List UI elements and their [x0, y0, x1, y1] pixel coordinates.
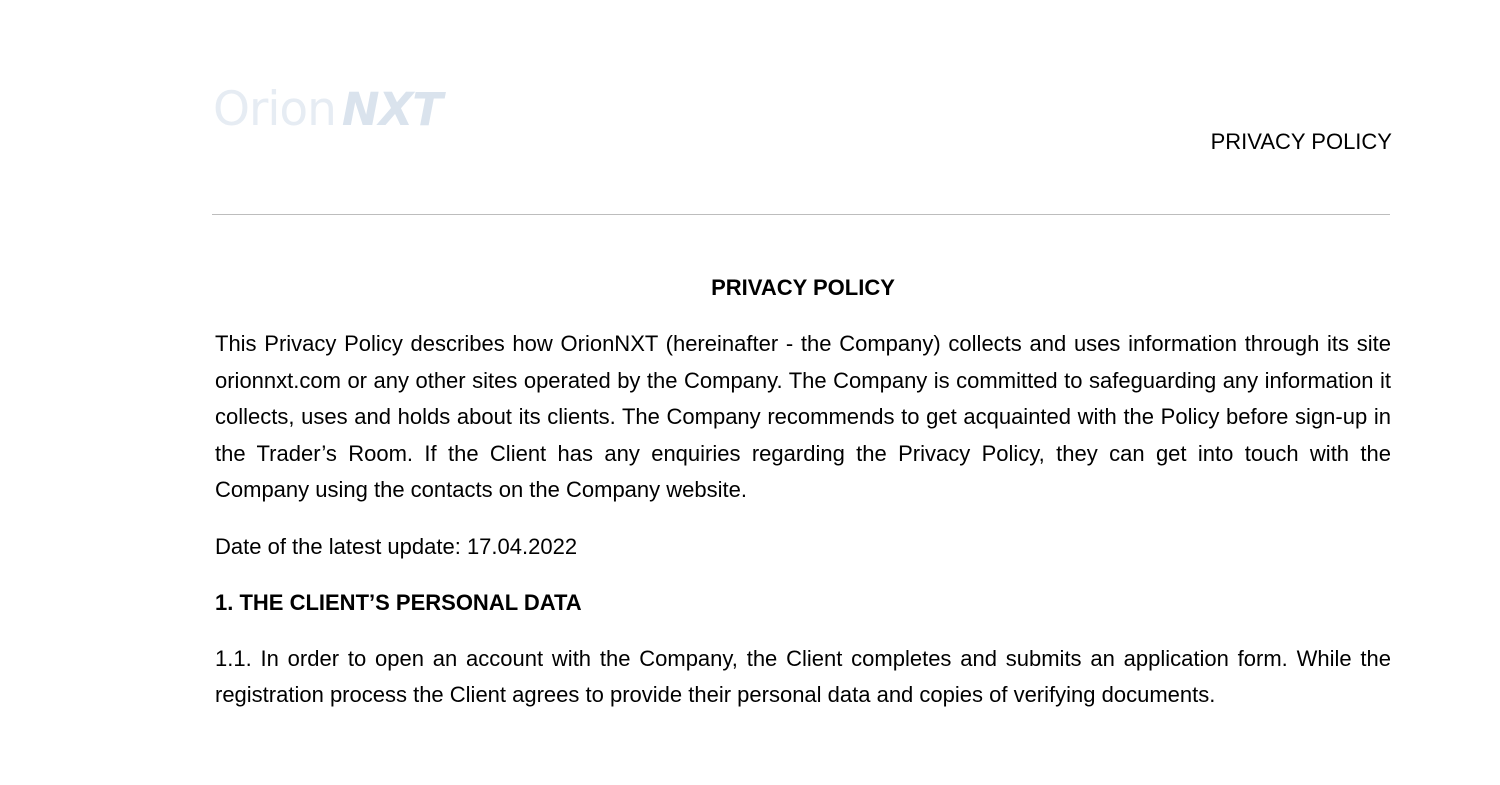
- document-title: PRIVACY POLICY: [711, 275, 895, 300]
- logo-text-nxt: NXT: [341, 83, 442, 136]
- intro-paragraph: This Privacy Policy describes how OrionNXT (hereinafter - the Company) collects and uses information through its site orionnxt.com or any other sites operated by the Company. The Company is committed to safeguarding any information it collects, uses and holds about its clients. The Company recommends to get acquainted with the Policy before sign-up in the Trader’s Room. If the Client has any enquiries regarding the Privacy Policy, they can get into touch with the Company using the contacts on the Company website.: [215, 331, 1391, 502]
- last-update-date: Date of the latest update: 17.04.2022: [215, 533, 578, 559]
- company-logo: [213, 80, 442, 136]
- header-divider: [212, 214, 1390, 215]
- document-body: [215, 270, 1391, 734]
- section-paragraph: 1.1. In order to open an account with the Company, the Client completes and submits an application form. While the registration process the Client agrees to provide their personal data and copies of verifying documents.: [215, 645, 1391, 707]
- logo-text-orion: Orion: [213, 82, 336, 137]
- header-title: PRIVACY POLICY: [1210, 129, 1392, 154]
- section-heading: 1. THE CLIENT’S PERSONAL DATA: [215, 589, 582, 615]
